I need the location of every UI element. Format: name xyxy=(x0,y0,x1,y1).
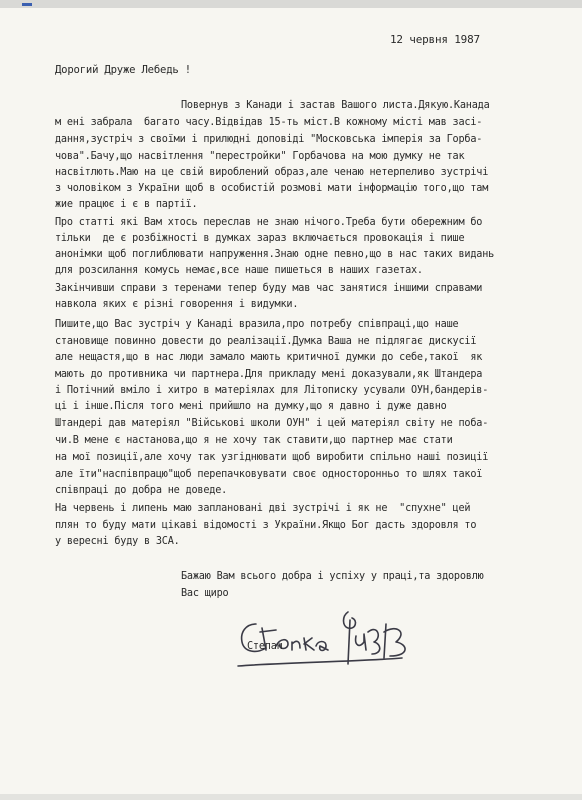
body-line: Закінчивши справи з теренами тепер буду мав час занятися іншими справами xyxy=(55,283,483,294)
body-line: Штандері дав матеріял "Військові школи ОУН" і цей матеріял світу не поба- xyxy=(55,418,489,429)
body-line: чова".Бачу,що насвітлення "перестройки" Горбачова на мою думку не так xyxy=(55,151,465,162)
body-line: Повернув з Канади і застав Вашого листа.Дякую.Канада xyxy=(181,100,490,111)
scan-top-edge xyxy=(0,0,582,8)
body-line: становище повинно довести до реалізації.Думка Ваша не підлягає дискусії xyxy=(55,336,477,347)
typed-name: Степан xyxy=(247,641,283,652)
body-line: дання,зустріч з своїми і прилюдні доповіді "Московська імперія за Горба- xyxy=(55,134,483,145)
body-line: і Потічний вміло і хитро в матеріялах для Літописку усували ОУН,бандерів- xyxy=(55,385,489,396)
scan-bottom-edge xyxy=(0,794,582,800)
body-line: анонімки щоб поглиблювати напруження.Знаю одне певно,що в нас таких видань xyxy=(55,249,495,260)
body-line: Пишите,що Вас зустріч у Канаді вразила,про потребу співпраці,що наше xyxy=(55,319,459,330)
body-line: співпраці до добра не доведе. xyxy=(55,485,228,496)
body-line: чи.В мене є настанова,що я не хочу так ставити,що партнер має стати xyxy=(55,435,453,446)
body-line: тільки де є розбіжності в думках зараз включається провокація і пише xyxy=(55,233,465,244)
body-line: жие працює і є в партії. xyxy=(55,199,198,210)
blue-scan-mark xyxy=(22,3,32,6)
body-line: ці і інше.Після того мені прийшло на думку,що я давно і дуже давно xyxy=(55,401,447,412)
closing-sign-off: Вас щиро xyxy=(181,588,229,599)
body-line: навкола яких є різні говорення і видумки. xyxy=(55,299,299,310)
body-line: у вересні буду в ЗСА. xyxy=(55,536,180,547)
letter-date: 12 червня 1987 xyxy=(390,33,480,46)
closing-line: Бажаю Вам всього добра і успіху у праці,та здоровлю xyxy=(181,571,484,582)
body-line: насвітлють.Маю на це свій вироблений образ,але ченаю нетерпеливо зустрічі xyxy=(55,167,489,178)
body-line: з чоловіком з України щоб в особистій розмові мати інформацію того,що там xyxy=(55,183,489,194)
handwritten-signature xyxy=(232,602,442,672)
body-line: на мої позиції,але хочу так узгіднювати щоб виробити спільно наші позиції xyxy=(55,452,489,463)
body-line: плян то буду мати цікаві відомості з України.Якщо Бог дасть здоровля то xyxy=(55,520,477,531)
body-line: На червень і липень маю заплановані дві зустрічі і як не "спухне" цей xyxy=(55,503,471,514)
body-line: м ені забрала багато часу.Відвідав 15-ть міст.В кожному місті мав засі- xyxy=(55,117,483,128)
body-line: для розсилання комусь немає,все наше пишеться в наших газетах. xyxy=(55,265,423,276)
body-line: мають до противника чи партнера.Для прикладу мені доказували,як Штандера xyxy=(55,369,483,380)
body-line: Про статті які Вам хтось переслав не знаю нічого.Треба бути обережним бо xyxy=(55,217,483,228)
body-line: але їти"наспівпрацю"щоб перепачковувати своє односторонньо то шлях такої xyxy=(55,469,483,480)
body-line: але нещастя,що в нас люди замало мають критичної думки до себе,такої як xyxy=(55,352,483,363)
salutation: Дорогий Друже Лебедь ! xyxy=(55,64,191,76)
